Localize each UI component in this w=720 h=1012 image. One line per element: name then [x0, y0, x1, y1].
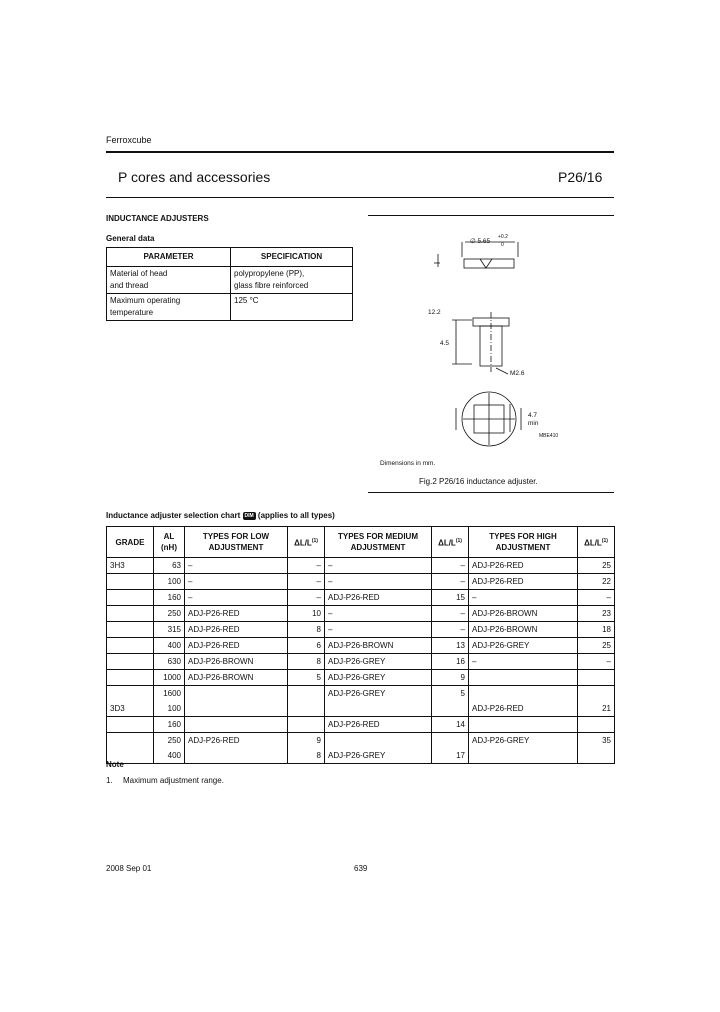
al-cell: 1600	[154, 686, 185, 702]
footer-date: 2008 Sep 01	[106, 864, 152, 873]
medium-header-line: TYPES FOR MEDIUM	[337, 532, 418, 541]
dim-badge-icon: DIM	[244, 512, 254, 519]
al-symbol: AL	[163, 532, 175, 541]
section-heading: INDUCTANCE ADJUSTERS	[106, 214, 209, 223]
footnote-ref: (1)	[311, 537, 318, 544]
grade-cell: 3D3	[107, 701, 154, 717]
general-data-table	[106, 247, 353, 321]
column-header-parameter: PARAMETER	[107, 248, 231, 267]
medium-type-cell: ADJ-P26-GREY	[325, 670, 432, 686]
column-header-specification: SPECIFICATION	[231, 248, 353, 267]
high-type-cell: ADJ-P26-BROWN	[469, 606, 578, 622]
grade-cell: 3H3	[107, 558, 154, 574]
table-row	[107, 670, 615, 686]
dim-thread: M2.6	[510, 370, 525, 377]
low-dl-cell: 8	[288, 622, 325, 638]
high-type-cell: ADJ-P26-GREY	[469, 733, 578, 749]
high-dl-cell	[578, 670, 615, 686]
high-type-cell: ADJ-P26-RED	[469, 701, 578, 717]
low-type-cell: –	[185, 574, 288, 590]
note-heading: Note	[106, 760, 124, 769]
selection-table-body	[107, 558, 615, 764]
table-row	[107, 717, 615, 733]
high-type-cell: –	[469, 654, 578, 670]
medium-dl-cell: –	[432, 558, 469, 574]
grade-cell	[107, 590, 154, 606]
medium-type-cell: –	[325, 622, 432, 638]
low-type-cell: ADJ-P26-BROWN	[185, 654, 288, 670]
low-type-cell: ADJ-P26-RED	[185, 606, 288, 622]
column-header-al	[154, 527, 185, 558]
column-header-dl-medium	[432, 527, 469, 558]
high-header-line: ADJUSTMENT	[495, 543, 551, 552]
low-type-cell: –	[185, 558, 288, 574]
page-number: 639	[354, 864, 368, 873]
parameter-line: temperature	[110, 308, 154, 317]
dim-width: 4.7	[528, 412, 538, 419]
column-header-medium	[325, 527, 432, 558]
high-dl-cell: 21	[578, 701, 615, 717]
high-type-cell	[469, 686, 578, 702]
header-rule	[106, 151, 614, 153]
medium-type-cell: –	[325, 574, 432, 590]
medium-dl-cell: 9	[432, 670, 469, 686]
slot-line	[486, 259, 492, 268]
medium-type-cell: –	[325, 558, 432, 574]
column-header-low	[185, 527, 288, 558]
dim-head: 12.2	[428, 309, 441, 316]
parameter-line: and thread	[110, 281, 149, 290]
low-dl-cell: 10	[288, 606, 325, 622]
al-cell: 630	[154, 654, 185, 670]
al-cell: 1000	[154, 670, 185, 686]
adjuster-drawing	[368, 222, 614, 472]
medium-dl-cell: –	[432, 622, 469, 638]
title-rule	[106, 197, 614, 198]
low-dl-cell: –	[288, 574, 325, 590]
medium-dl-cell: 15	[432, 590, 469, 606]
low-type-cell: ADJ-P26-RED	[185, 638, 288, 654]
high-dl-cell	[578, 748, 615, 764]
al-cell: 315	[154, 622, 185, 638]
dimensions-note: Dimensions in mm.	[380, 460, 436, 467]
al-cell: 400	[154, 638, 185, 654]
medium-type-cell: ADJ-P26-GREY	[325, 748, 432, 764]
grade-cell	[107, 622, 154, 638]
column-header-grade: GRADE	[107, 527, 154, 558]
medium-type-cell: ADJ-P26-RED	[325, 717, 432, 733]
parameter-cell	[107, 267, 231, 294]
low-type-cell: –	[185, 590, 288, 606]
al-cell: 63	[154, 558, 185, 574]
high-dl-cell: –	[578, 654, 615, 670]
low-type-cell: ADJ-P26-RED	[185, 622, 288, 638]
dim-tol-bottom: 0	[501, 242, 504, 248]
spec-line: polypropylene (PP),	[234, 269, 305, 278]
grade-cell	[107, 733, 154, 749]
table-row	[107, 733, 615, 749]
dl-symbol: ΔL/L	[584, 538, 602, 548]
medium-dl-cell: 13	[432, 638, 469, 654]
note-number: 1.	[106, 776, 113, 785]
low-dl-cell: 8	[288, 748, 325, 764]
spec-cell	[231, 294, 353, 321]
column-header-dl-high	[578, 527, 615, 558]
table-row	[107, 590, 615, 606]
low-dl-cell: 8	[288, 654, 325, 670]
medium-dl-cell	[432, 701, 469, 717]
slot-line	[480, 259, 486, 268]
medium-dl-cell: 16	[432, 654, 469, 670]
leader-line	[496, 368, 508, 374]
low-dl-cell	[288, 686, 325, 702]
table-row	[107, 606, 615, 622]
medium-header-line: ADJUSTMENT	[350, 543, 406, 552]
medium-type-cell: ADJ-P26-BROWN	[325, 638, 432, 654]
table-row	[107, 748, 615, 764]
medium-type-cell	[325, 733, 432, 749]
parameter-cell	[107, 294, 231, 321]
high-header-line: TYPES FOR HIGH	[489, 532, 557, 541]
medium-type-cell	[325, 701, 432, 717]
low-dl-cell: 6	[288, 638, 325, 654]
low-dl-cell: –	[288, 590, 325, 606]
note-item	[106, 776, 224, 785]
medium-type-cell: ADJ-P26-GREY	[325, 686, 432, 702]
dl-symbol: ΔL/L	[294, 538, 312, 548]
table-row	[107, 294, 353, 321]
dl-symbol: ΔL/L	[438, 538, 456, 548]
low-header-line: TYPES FOR LOW	[202, 532, 270, 541]
al-cell: 250	[154, 733, 185, 749]
low-dl-cell	[288, 717, 325, 733]
dim-length: 4.5	[440, 340, 450, 347]
figure-ref: MBE410	[539, 433, 559, 439]
product-code: P26/16	[558, 169, 603, 185]
al-cell: 250	[154, 606, 185, 622]
low-type-cell: ADJ-P26-BROWN	[185, 670, 288, 686]
page-title: P cores and accessories	[118, 169, 271, 185]
high-type-cell	[469, 670, 578, 686]
table-row	[107, 622, 615, 638]
al-cell: 160	[154, 717, 185, 733]
general-data-heading: General data	[106, 234, 155, 243]
high-dl-cell	[578, 686, 615, 702]
table-row	[107, 686, 615, 702]
column-header-dl-low	[288, 527, 325, 558]
low-type-cell: ADJ-P26-RED	[185, 733, 288, 749]
medium-dl-cell: –	[432, 606, 469, 622]
high-type-cell	[469, 717, 578, 733]
medium-type-cell: –	[325, 606, 432, 622]
spec-line: 125 °C	[234, 296, 259, 305]
medium-type-cell: ADJ-P26-RED	[325, 590, 432, 606]
high-dl-cell: 18	[578, 622, 615, 638]
figure-top-rule	[368, 215, 614, 216]
medium-type-cell: ADJ-P26-GREY	[325, 654, 432, 670]
high-dl-cell	[578, 717, 615, 733]
dim-tol-top: +0.2	[498, 234, 508, 240]
low-dl-cell: 9	[288, 733, 325, 749]
selection-chart-title-text: Inductance adjuster selection chart	[106, 511, 241, 520]
low-header-line: ADJUSTMENT	[208, 543, 264, 552]
high-type-cell: ADJ-P26-BROWN	[469, 622, 578, 638]
high-dl-cell: 25	[578, 638, 615, 654]
al-cell: 100	[154, 574, 185, 590]
figure-bottom-rule	[368, 492, 614, 493]
selection-table	[106, 526, 615, 764]
table-row	[107, 654, 615, 670]
footnote-ref: (1)	[455, 537, 462, 544]
table-row	[107, 638, 615, 654]
medium-dl-cell: 17	[432, 748, 469, 764]
high-dl-cell: 22	[578, 574, 615, 590]
grade-cell	[107, 686, 154, 702]
selection-chart-title-suffix: (applies to all types)	[257, 511, 335, 520]
al-cell: 100	[154, 701, 185, 717]
low-type-cell	[185, 686, 288, 702]
footnote-ref: (1)	[601, 537, 608, 544]
dim-diameter: ∅ 5.65	[470, 238, 491, 245]
parameter-line: Material of head	[110, 269, 168, 278]
high-type-cell: ADJ-P26-GREY	[469, 638, 578, 654]
grade-cell	[107, 654, 154, 670]
dim-width-unit: min	[528, 420, 539, 427]
grade-cell	[107, 574, 154, 590]
low-dl-cell: –	[288, 558, 325, 574]
spec-cell	[231, 267, 353, 294]
table-row	[107, 574, 615, 590]
note-text: Maximum adjustment range.	[123, 776, 224, 785]
al-unit: (nH)	[161, 543, 177, 552]
grade-cell	[107, 606, 154, 622]
column-header-high	[469, 527, 578, 558]
medium-dl-cell: –	[432, 574, 469, 590]
selection-chart-title	[106, 511, 335, 520]
low-type-cell	[185, 717, 288, 733]
grade-cell	[107, 670, 154, 686]
al-cell: 400	[154, 748, 185, 764]
high-type-cell: –	[469, 590, 578, 606]
high-dl-cell: 25	[578, 558, 615, 574]
table-row	[107, 558, 615, 574]
medium-dl-cell: 14	[432, 717, 469, 733]
high-type-cell: ADJ-P26-RED	[469, 558, 578, 574]
low-type-cell	[185, 701, 288, 717]
high-dl-cell: 23	[578, 606, 615, 622]
high-type-cell	[469, 748, 578, 764]
grade-cell	[107, 638, 154, 654]
company-name: Ferroxcube	[106, 135, 152, 145]
spec-line: glass fibre reinforced	[234, 281, 309, 290]
high-dl-cell: –	[578, 590, 615, 606]
medium-dl-cell: 5	[432, 686, 469, 702]
high-dl-cell: 35	[578, 733, 615, 749]
al-cell: 160	[154, 590, 185, 606]
figure-caption: Fig.2 P26/16 inductance adjuster.	[419, 477, 538, 486]
medium-dl-cell	[432, 733, 469, 749]
low-dl-cell	[288, 701, 325, 717]
low-type-cell	[185, 748, 288, 764]
parameter-line: Maximum operating	[110, 296, 181, 305]
low-dl-cell: 5	[288, 670, 325, 686]
table-row	[107, 267, 353, 294]
high-type-cell: ADJ-P26-RED	[469, 574, 578, 590]
grade-cell	[107, 717, 154, 733]
table-row	[107, 701, 615, 717]
